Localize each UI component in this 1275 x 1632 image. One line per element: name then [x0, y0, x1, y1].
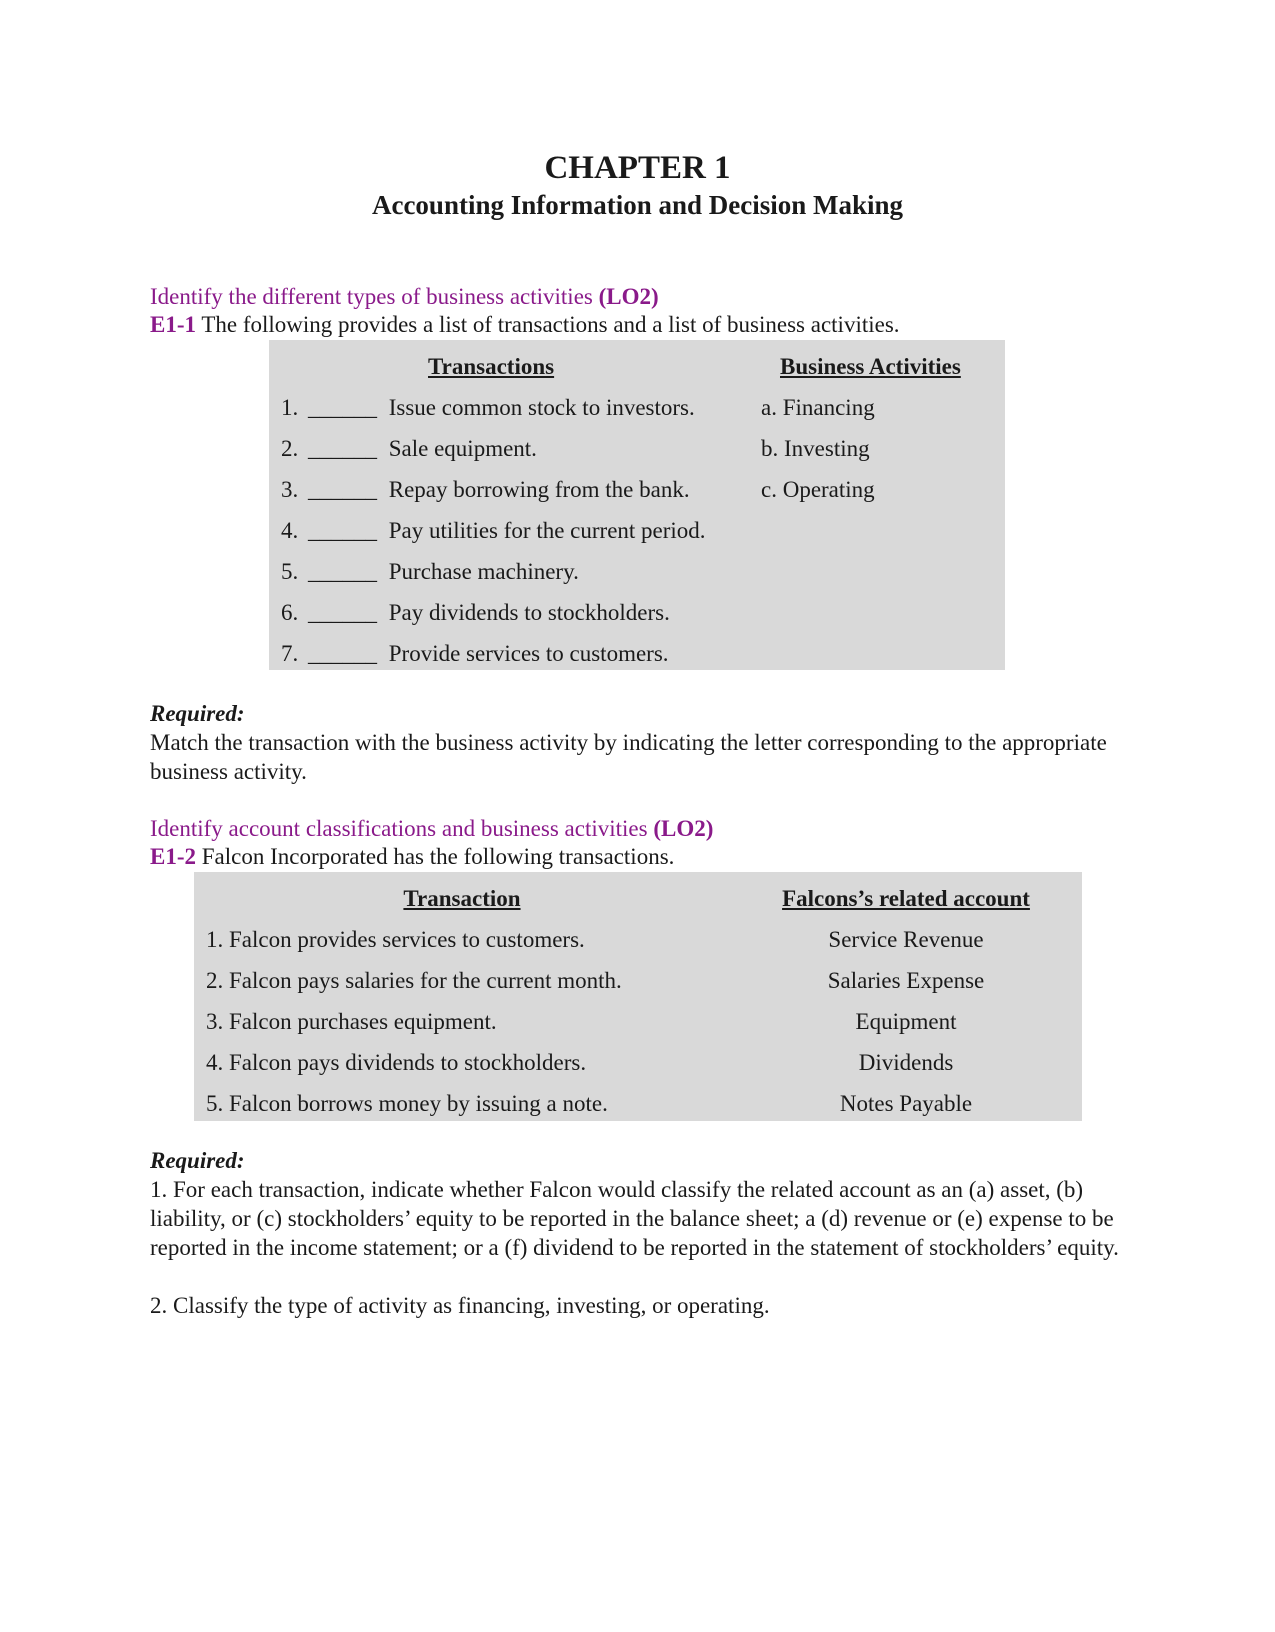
e1-1-required-text: Match the transaction with the business activity by indicating the letter corresponding to the appropriate business activity.: [150, 730, 1107, 784]
transaction-text: Purchase machinery.: [388, 559, 579, 584]
table-row-transaction: 2. Falcon pays salaries for the current month.: [206, 968, 622, 993]
e1-2-table: [194, 872, 1082, 1121]
table-row-account: Salaries Expense: [827, 968, 985, 993]
row-number: 4.: [281, 518, 299, 543]
table-row-account: Equipment: [855, 1009, 957, 1034]
e1-1-intro: The following provides a list of transactions and a list of business activities.: [201, 312, 900, 337]
table-row-transaction: 5. Falcon borrows money by issuing a note.: [206, 1091, 608, 1116]
transaction-text: Issue common stock to investors.: [388, 395, 695, 420]
table-row: [281, 476, 690, 504]
row-number: 1.: [281, 395, 299, 420]
table-row-transaction: 4. Falcon pays dividends to stockholders.: [206, 1050, 587, 1075]
table-row-account: Notes Payable: [839, 1091, 973, 1116]
transaction-text: Pay utilities for the current period.: [388, 518, 706, 543]
e1-1-table: [269, 340, 1005, 670]
transaction-text: Pay dividends to stockholders.: [388, 600, 670, 625]
row-number: 7.: [281, 641, 299, 666]
answer-blank: ______: [308, 395, 377, 420]
e1-2-col-account: Falcons’s related account: [782, 886, 1030, 911]
activity-investing: b. Investing: [761, 436, 870, 461]
answer-blank: ______: [308, 559, 377, 584]
chapter-title: CHAPTER 1: [544, 150, 731, 186]
answer-blank: ______: [308, 641, 377, 666]
transaction-text: Repay borrowing from the bank.: [388, 477, 690, 502]
e1-2-tag: E1-2: [150, 844, 196, 869]
activity-operating: c. Operating: [761, 477, 875, 502]
answer-blank: ______: [308, 518, 377, 543]
table-row: [281, 599, 670, 627]
e1-1-lo: (LO2): [598, 284, 659, 309]
answer-blank: ______: [308, 600, 377, 625]
e1-2-required-2: 2. Classify the type of activity as financing, investing, or operating.: [150, 1293, 770, 1318]
e1-1-col-transactions: Transactions: [428, 354, 555, 379]
chapter-subtitle: Accounting Information and Decision Making: [371, 190, 904, 220]
row-number: 6.: [281, 600, 299, 625]
e1-1-required-label: Required:: [150, 701, 245, 726]
table-row: [281, 394, 695, 422]
e1-2-col-transaction: Transaction: [403, 886, 521, 911]
transaction-text: Sale equipment.: [388, 436, 537, 461]
e1-2-required-1: 1. For each transaction, indicate whether Falcon would classify the related account as an (a) asset, (b) liability, or (c) stockholders’ equity to be reported in the balance sheet; a (d) revenue or (e) expense to be reported in the income statement; or a (f) dividend to be reported in the statement of stockholders’ equity.: [150, 1177, 1119, 1260]
e1-2-heading: [150, 815, 713, 843]
e1-2-intro: Falcon Incorporated has the following transactions.: [201, 844, 675, 869]
table-row: [281, 517, 706, 545]
e1-1-tag: E1-1: [150, 312, 196, 337]
table-row-account: Dividends: [858, 1050, 954, 1075]
answer-blank: ______: [308, 477, 377, 502]
table-row: [281, 640, 669, 668]
e1-1-col-activities: Business Activities: [780, 354, 961, 379]
e1-1-heading-text: Identify the different types of business activities: [150, 284, 593, 309]
e1-2-heading-text: Identify account classifications and business activities: [150, 816, 648, 841]
table-row-transaction: 1. Falcon provides services to customers.: [206, 927, 585, 952]
row-number: 3.: [281, 477, 299, 502]
table-row-account: Service Revenue: [828, 927, 984, 952]
e1-2-lo: (LO2): [653, 816, 714, 841]
e1-2-required-label: Required:: [150, 1148, 245, 1173]
answer-blank: ______: [308, 436, 377, 461]
e1-1-intro-line: [150, 311, 900, 339]
transaction-text: Provide services to customers.: [388, 641, 669, 666]
e1-2-intro-line: [150, 843, 674, 871]
activity-financing: a. Financing: [761, 395, 875, 420]
e1-1-heading: [150, 283, 659, 311]
table-row: [281, 558, 579, 586]
table-row: [281, 435, 537, 463]
table-row-transaction: 3. Falcon purchases equipment.: [206, 1009, 497, 1034]
row-number: 5.: [281, 559, 299, 584]
row-number: 2.: [281, 436, 299, 461]
